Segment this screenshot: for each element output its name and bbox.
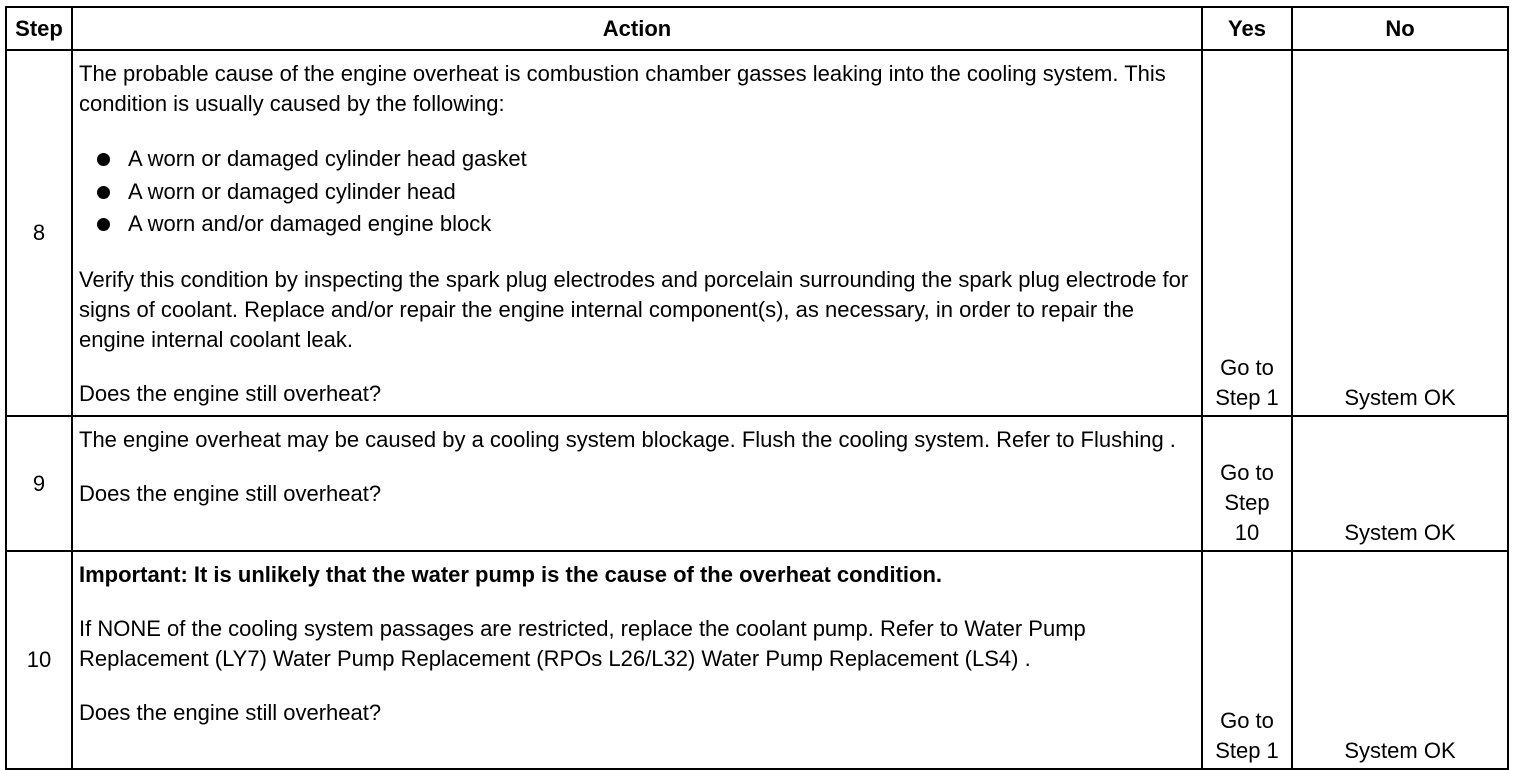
yes-link[interactable]: Go to Step 1 [1215, 708, 1279, 763]
bullet-icon [97, 153, 110, 166]
yes-link[interactable]: Go to Step 1 [1215, 355, 1279, 410]
yes-cell [1202, 50, 1292, 416]
step-number: 8 [6, 50, 72, 416]
table-row [6, 551, 1508, 769]
list-item-text: A worn or damaged cylinder head gasket [128, 146, 527, 171]
action-cell [72, 50, 1202, 416]
step-number: 10 [6, 551, 72, 769]
action-question: Does the engine still overheat? [79, 380, 382, 406]
header-yes: Yes [1202, 7, 1292, 50]
bullet-icon [97, 186, 110, 199]
list-item [95, 143, 1191, 176]
table-row [6, 50, 1508, 416]
yes-link[interactable]: Go to Step 10 [1220, 460, 1274, 545]
action-question: Does the engine still overheat? [79, 700, 382, 725]
action-intro: The probable cause of the engine overheat is combustion chamber gasses leaking into the cooling system. This condition is usually caused by the following: [79, 61, 1166, 116]
yes-cell [1202, 551, 1292, 769]
header-step: Step [6, 7, 72, 50]
list-item [95, 176, 1191, 209]
list-item-text: A worn or damaged cylinder head [128, 178, 456, 204]
no-cell [1292, 416, 1508, 551]
table-row [6, 416, 1508, 551]
no-cell [1292, 551, 1508, 769]
step-number: 9 [6, 416, 72, 551]
no-result: System OK [1344, 385, 1456, 410]
action-body: The engine overheat may be caused by a cooling system blockage. Flush the cooling system. Refer to Flushing . [79, 427, 1176, 452]
action-cell [72, 551, 1202, 769]
list-item [95, 208, 1191, 241]
action-body: Verify this condition by inspecting the spark plug electrodes and porcelain surrounding the spark plug electrode for signs of coolant. Replace and/or repair the engine internal component(s), as necessary, in order to repair the engine internal coolant leak. [79, 266, 1189, 352]
bullet-icon [97, 218, 110, 231]
header-action: Action [72, 7, 1202, 50]
yes-cell [1202, 416, 1292, 551]
list-item-text: A worn and/or damaged engine block [128, 211, 492, 236]
action-question: Does the engine still overheat? [79, 481, 382, 506]
header-no: No [1292, 7, 1508, 50]
diagnostic-table-container [5, 6, 1507, 770]
header-row [6, 7, 1508, 50]
important-note: Important: It is unlikely that the water pump is the cause of the overheat condition. [79, 562, 943, 587]
no-result: System OK [1344, 520, 1456, 545]
no-cell [1292, 50, 1508, 416]
action-cell [72, 416, 1202, 551]
cause-list [79, 143, 1191, 241]
action-body: If NONE of the cooling system passages are restricted, replace the coolant pump. Refer to Water Pump Replacement (LY7) Water Pump Replacement (RPOs L26/L32) Water Pump Replacement (LS4) . [79, 616, 1086, 671]
no-result: System OK [1344, 738, 1456, 763]
diagnostic-table [5, 6, 1509, 770]
